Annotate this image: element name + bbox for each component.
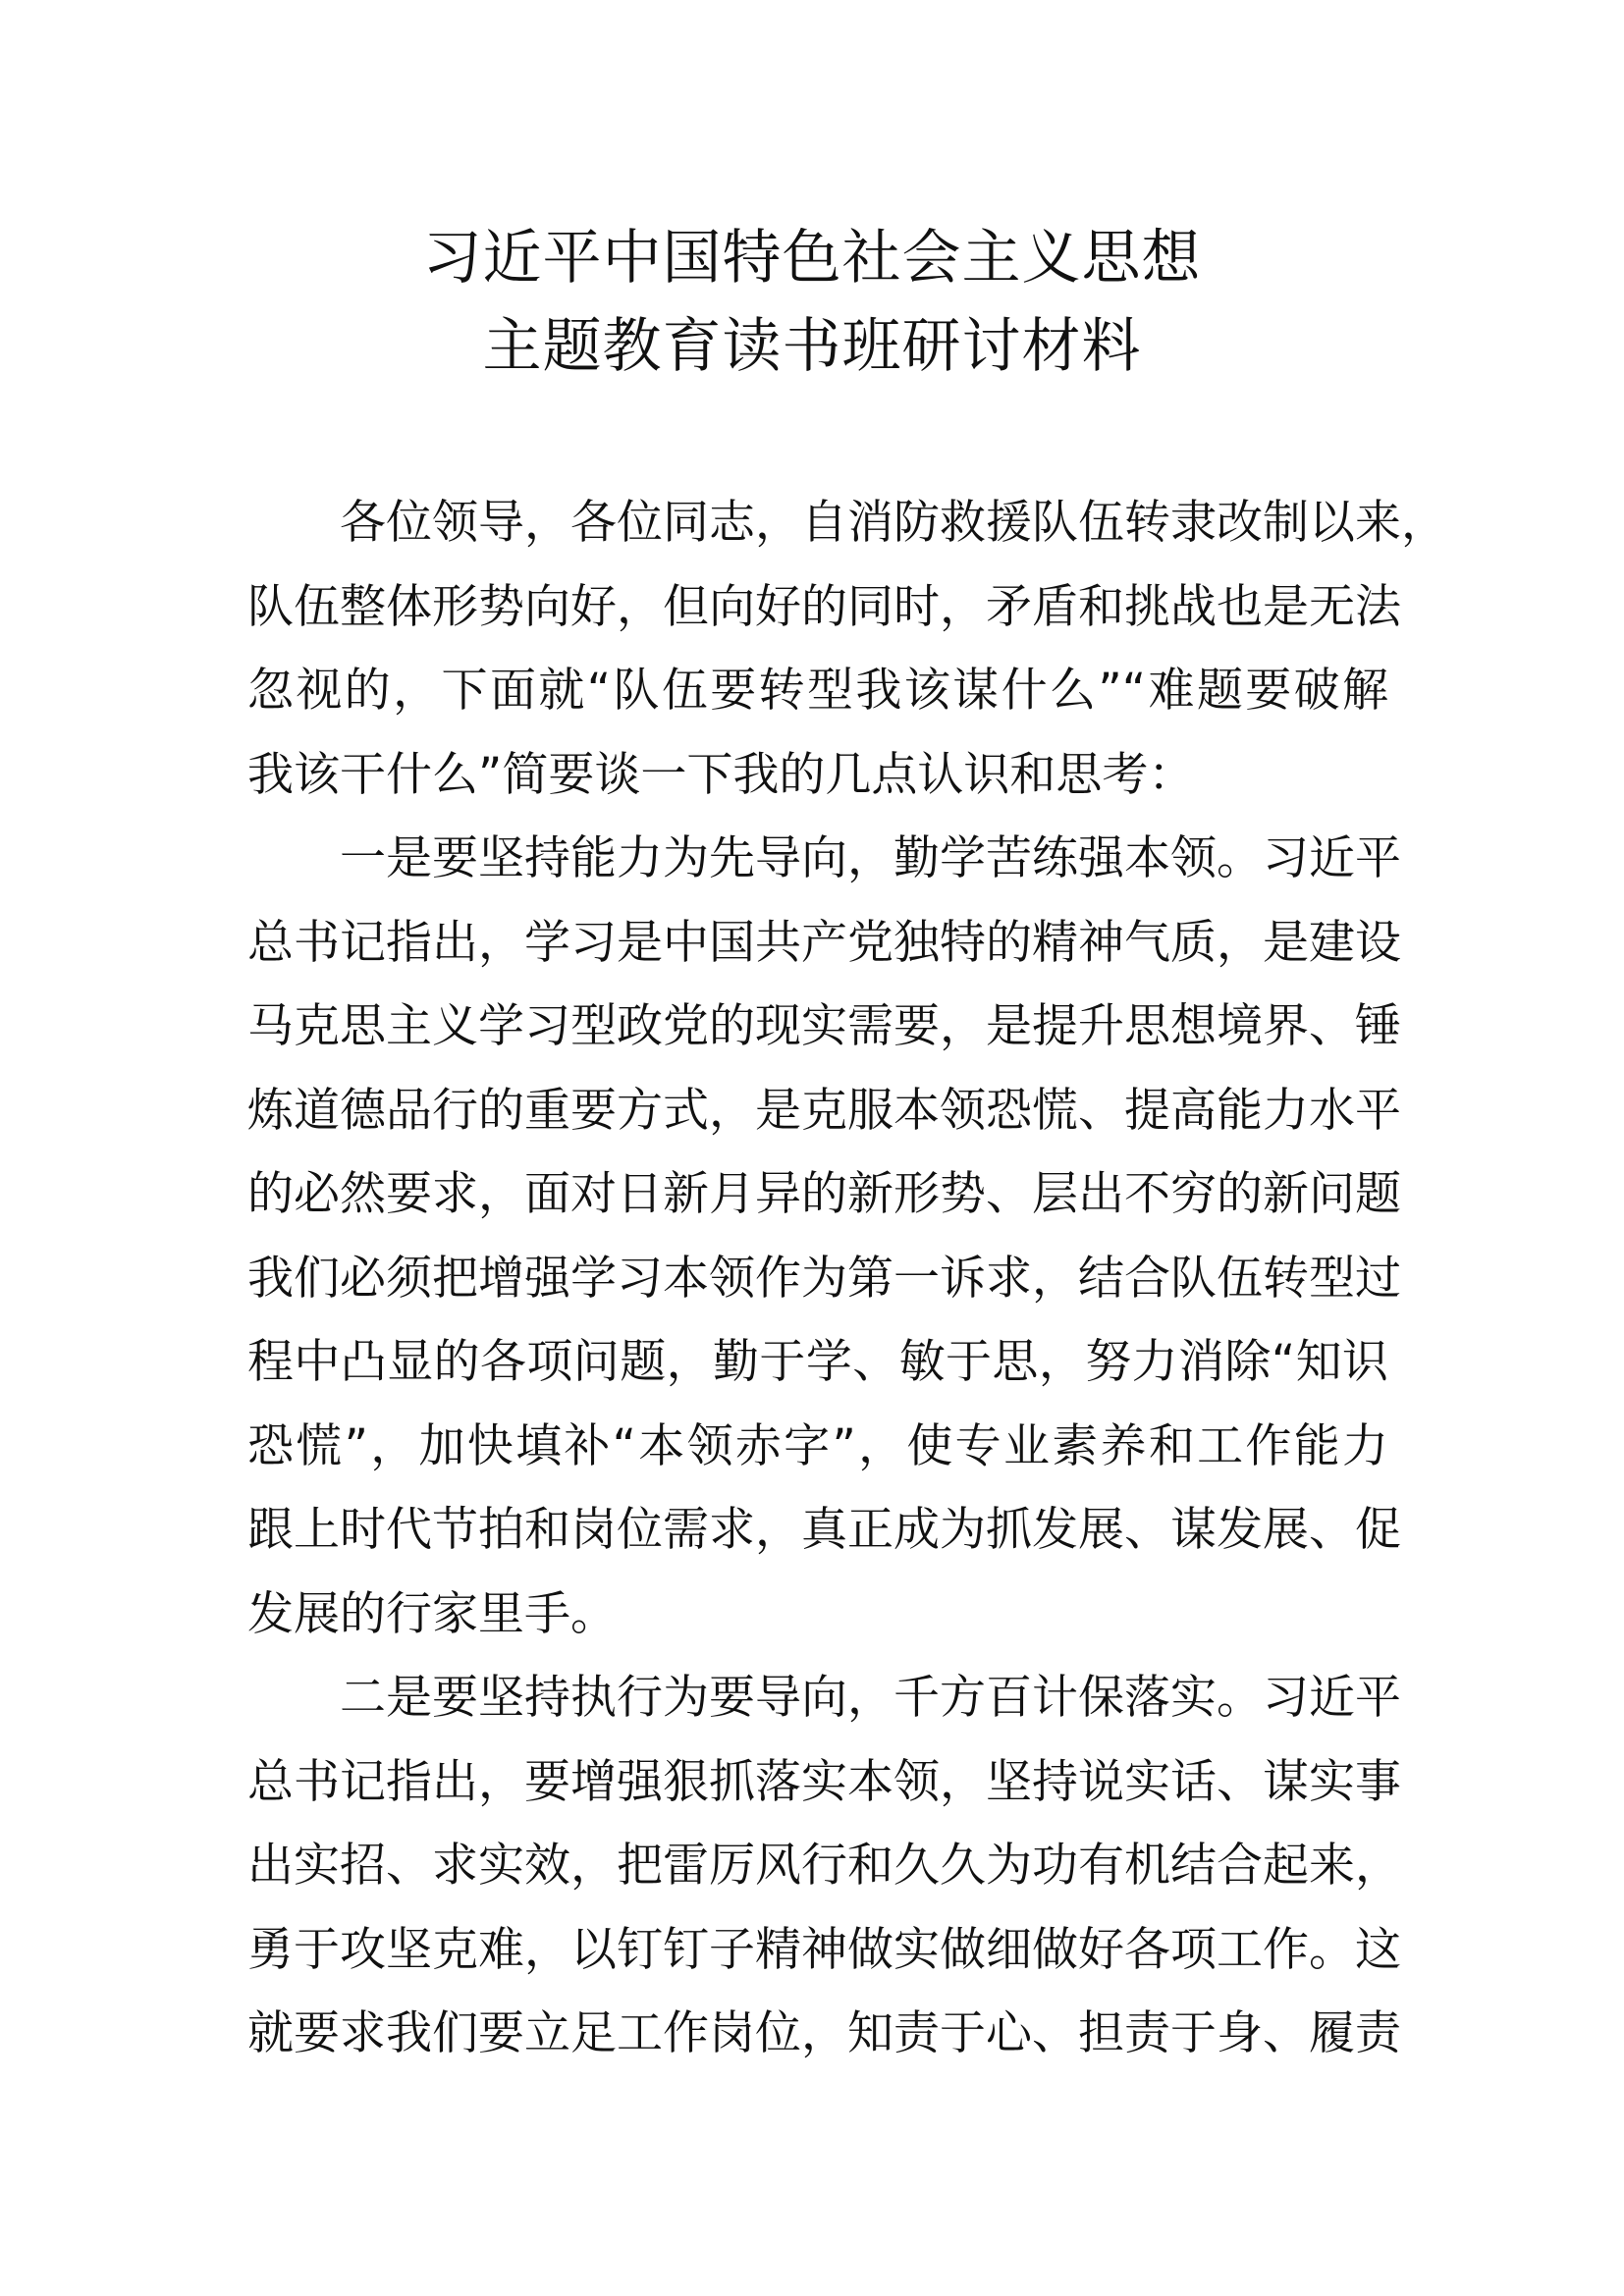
document-body bbox=[247, 481, 1447, 2076]
body-line: 跟上时代节拍和岗位需求，真正成为抓发展、谋发展、促 bbox=[247, 1503, 1401, 1557]
body-line: 我们必须把增强学习本领作为第一诉求，结合队伍转型过 bbox=[247, 1251, 1401, 1306]
document-title bbox=[0, 214, 1624, 391]
body-line: 总书记指出，要增强狠抓落实本领，坚持说实话、谋实事 bbox=[247, 1754, 1401, 1809]
body-line: 总书记指出，学习是中国共产党独特的精神气质，是建设 bbox=[247, 915, 1401, 970]
body-line: 的必然要求，面对日新月异的新形势、层出不穷的新问题 bbox=[247, 1167, 1401, 1221]
body-line: 各位领导，各位同志，自消防救援队伍转隶改制以来， bbox=[340, 496, 1447, 550]
body-line: 出实招、求实效，把雷厉风行和久久为功有机结合起来， bbox=[247, 1839, 1401, 1893]
body-line: 恐慌”，加快填补“本领赤字”，使专业素养和工作能力 bbox=[247, 1418, 1388, 1473]
title-line-2: 主题教育读书班研讨材料 bbox=[482, 312, 1142, 381]
body-line: 二是要坚持执行为要导向，千方百计保落实。习近平 bbox=[340, 1671, 1401, 1725]
body-line: 炼道德品行的重要方式，是克服本领恐慌、提高能力水平 bbox=[247, 1083, 1401, 1138]
title-line-1: 习近平中国特色社会主义思想 bbox=[422, 224, 1202, 293]
body-line: 马克思主义学习型政党的现实需要，是提升思想境界、锤 bbox=[247, 999, 1401, 1053]
body-line: 队伍整体形势向好，但向好的同时，矛盾和挑战也是无法 bbox=[247, 579, 1401, 634]
body-line: 忽视的，下面就“队伍要转型我该谋什么”“难题要破解 bbox=[247, 664, 1388, 718]
body-line: 我该干什么”简要谈一下我的几点认识和思考： bbox=[247, 747, 1195, 802]
body-line: 一是要坚持能力为先导向，勤学苦练强本领。习近平 bbox=[340, 831, 1401, 885]
body-line: 程中凸显的各项问题，勤于学、敏于思，努力消除“知识 bbox=[247, 1335, 1388, 1389]
body-line: 勇于攻坚克难，以钉钉子精神做实做细做好各项工作。这 bbox=[247, 1922, 1401, 1977]
body-line: 发展的行家里手。 bbox=[247, 1586, 617, 1641]
body-line: 就要求我们要立足工作岗位，知责于心、担责于身、履责 bbox=[247, 2006, 1401, 2060]
